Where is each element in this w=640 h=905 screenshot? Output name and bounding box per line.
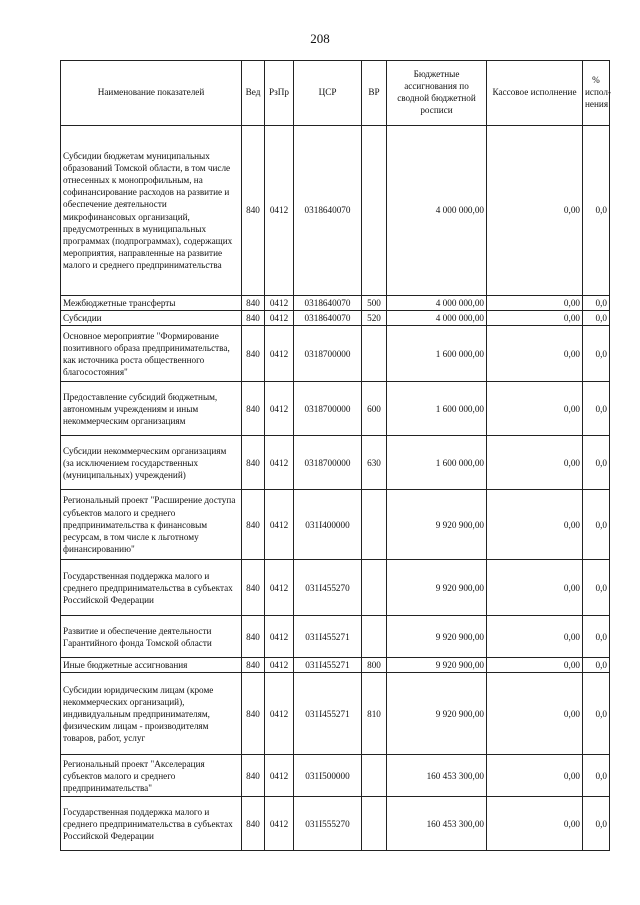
table-row xyxy=(61,326,610,382)
table-row xyxy=(61,382,610,436)
row-pct: 0,0 xyxy=(583,311,610,326)
table-body xyxy=(61,126,610,851)
row-cash: 0,00 xyxy=(487,755,583,797)
col-rzpr-header: РзПр xyxy=(265,61,294,126)
row-name: Развитие и обеспечение деятельности Гарантийного фонда Томской области xyxy=(61,616,242,658)
row-pct: 0,0 xyxy=(583,436,610,490)
budget-table xyxy=(60,60,610,851)
row-vr: 810 xyxy=(362,673,387,755)
row-cash: 0,00 xyxy=(487,436,583,490)
row-ved: 840 xyxy=(242,326,265,382)
row-rzpr: 0412 xyxy=(265,296,294,311)
row-plan: 4 000 000,00 xyxy=(387,296,487,311)
row-rzpr: 0412 xyxy=(265,326,294,382)
row-ved: 840 xyxy=(242,296,265,311)
row-name: Региональный проект "Расширение доступа субъектов малого и среднего предпринимательства к финансовым ресурсам, в том числе к льготному финансированию" xyxy=(61,490,242,560)
row-name: Субсидии юридическим лицам (кроме некоммерческих организаций), индивидуальным предпринимателям, физическим лицам - производителям товаров, работ, услуг xyxy=(61,673,242,755)
row-ved: 840 xyxy=(242,126,265,296)
table-row xyxy=(61,755,610,797)
page-number: 208 xyxy=(310,31,330,46)
table-header xyxy=(61,61,610,126)
row-csr: 0318700000 xyxy=(294,382,362,436)
row-plan: 1 600 000,00 xyxy=(387,326,487,382)
row-name: Субсидии некоммерческим организациям (за исключением государственных (муниципальных) учреждений) xyxy=(61,436,242,490)
row-cash: 0,00 xyxy=(487,616,583,658)
row-pct: 0,0 xyxy=(583,126,610,296)
row-pct: 0,0 xyxy=(583,560,610,616)
row-rzpr: 0412 xyxy=(265,382,294,436)
col-csr-header: ЦСР xyxy=(294,61,362,126)
row-pct: 0,0 xyxy=(583,673,610,755)
row-plan: 9 920 900,00 xyxy=(387,673,487,755)
row-vr: 500 xyxy=(362,296,387,311)
row-name: Межбюджетные трансферты xyxy=(61,296,242,311)
row-vr xyxy=(362,616,387,658)
row-ved: 840 xyxy=(242,436,265,490)
row-vr xyxy=(362,797,387,851)
row-cash: 0,00 xyxy=(487,326,583,382)
row-pct: 0,0 xyxy=(583,382,610,436)
row-rzpr: 0412 xyxy=(265,755,294,797)
row-plan: 9 920 900,00 xyxy=(387,490,487,560)
table-row xyxy=(61,658,610,673)
row-csr: 031I400000 xyxy=(294,490,362,560)
row-rzpr: 0412 xyxy=(265,436,294,490)
row-ved: 840 xyxy=(242,658,265,673)
row-vr xyxy=(362,755,387,797)
row-plan: 9 920 900,00 xyxy=(387,616,487,658)
row-plan: 9 920 900,00 xyxy=(387,560,487,616)
row-pct: 0,0 xyxy=(583,797,610,851)
row-csr: 031I455271 xyxy=(294,658,362,673)
row-pct: 0,0 xyxy=(583,658,610,673)
row-ved: 840 xyxy=(242,311,265,326)
row-rzpr: 0412 xyxy=(265,490,294,560)
row-csr: 0318700000 xyxy=(294,326,362,382)
row-name: Региональный проект "Акселерация субъектов малого и среднего предпринимательства" xyxy=(61,755,242,797)
row-cash: 0,00 xyxy=(487,490,583,560)
table-row xyxy=(61,797,610,851)
row-vr: 520 xyxy=(362,311,387,326)
row-name: Государственная поддержка малого и среднего предпринимательства в субъектах Российской Федерации xyxy=(61,560,242,616)
row-ved: 840 xyxy=(242,797,265,851)
row-ved: 840 xyxy=(242,560,265,616)
row-csr: 0318640070 xyxy=(294,296,362,311)
table-row xyxy=(61,311,610,326)
row-rzpr: 0412 xyxy=(265,126,294,296)
row-csr: 0318640070 xyxy=(294,126,362,296)
row-ved: 840 xyxy=(242,382,265,436)
row-cash: 0,00 xyxy=(487,296,583,311)
row-cash: 0,00 xyxy=(487,658,583,673)
row-pct: 0,0 xyxy=(583,296,610,311)
row-ved: 840 xyxy=(242,490,265,560)
table-row xyxy=(61,490,610,560)
table-row xyxy=(61,616,610,658)
row-cash: 0,00 xyxy=(487,673,583,755)
table-row xyxy=(61,560,610,616)
row-vr xyxy=(362,326,387,382)
row-csr: 031I455270 xyxy=(294,560,362,616)
row-cash: 0,00 xyxy=(487,382,583,436)
col-ved-header: Вед xyxy=(242,61,265,126)
row-rzpr: 0412 xyxy=(265,560,294,616)
row-rzpr: 0412 xyxy=(265,673,294,755)
row-vr: 600 xyxy=(362,382,387,436)
row-csr: 031I455271 xyxy=(294,616,362,658)
row-plan: 9 920 900,00 xyxy=(387,658,487,673)
row-ved: 840 xyxy=(242,755,265,797)
row-name: Иные бюджетные ассигнования xyxy=(61,658,242,673)
row-vr xyxy=(362,490,387,560)
col-plan-header: Бюджетные ассигнования по сводной бюджетной росписи xyxy=(387,61,487,126)
col-vr-header: ВР xyxy=(362,61,387,126)
row-pct: 0,0 xyxy=(583,616,610,658)
row-csr: 0318700000 xyxy=(294,436,362,490)
row-pct: 0,0 xyxy=(583,326,610,382)
row-cash: 0,00 xyxy=(487,311,583,326)
row-vr xyxy=(362,126,387,296)
row-rzpr: 0412 xyxy=(265,616,294,658)
row-rzpr: 0412 xyxy=(265,311,294,326)
row-vr: 630 xyxy=(362,436,387,490)
row-csr: 031I555270 xyxy=(294,797,362,851)
row-name: Государственная поддержка малого и среднего предпринимательства в субъектах Российской Федерации xyxy=(61,797,242,851)
row-cash: 0,00 xyxy=(487,560,583,616)
row-ved: 840 xyxy=(242,673,265,755)
row-cash: 0,00 xyxy=(487,126,583,296)
row-plan: 1 600 000,00 xyxy=(387,436,487,490)
row-ved: 840 xyxy=(242,616,265,658)
row-rzpr: 0412 xyxy=(265,658,294,673)
col-pct-header: % испол-нения xyxy=(583,61,610,126)
table-row xyxy=(61,126,610,296)
row-plan: 160 453 300,00 xyxy=(387,755,487,797)
row-name: Субсидии xyxy=(61,311,242,326)
row-pct: 0,0 xyxy=(583,755,610,797)
row-plan: 1 600 000,00 xyxy=(387,382,487,436)
col-name-header: Наименование показателей xyxy=(61,61,242,126)
table-row xyxy=(61,296,610,311)
row-pct: 0,0 xyxy=(583,490,610,560)
table-row xyxy=(61,436,610,490)
row-name: Субсидии бюджетам муниципальных образований Томской области, в том числе отнесенных к монопрофильным, на софинансирование расходов на развитие и обеспечение деятельности микрофинансовых организаций, предусмотренных в муниципальных программах (подпрограммах), содержащих мероприятия, направленные на развитие малого и среднего предпринимательства xyxy=(61,126,242,296)
table-row xyxy=(61,673,610,755)
row-csr: 031I500000 xyxy=(294,755,362,797)
row-plan: 4 000 000,00 xyxy=(387,126,487,296)
row-cash: 0,00 xyxy=(487,797,583,851)
row-csr: 0318640070 xyxy=(294,311,362,326)
row-csr: 031I455271 xyxy=(294,673,362,755)
row-vr: 800 xyxy=(362,658,387,673)
row-name: Основное мероприятие "Формирование позитивного образа предпринимательства, как источника роста общественного благосостояния" xyxy=(61,326,242,382)
row-rzpr: 0412 xyxy=(265,797,294,851)
row-vr xyxy=(362,560,387,616)
row-plan: 4 000 000,00 xyxy=(387,311,487,326)
row-plan: 160 453 300,00 xyxy=(387,797,487,851)
col-cash-header: Кассовое исполнение xyxy=(487,61,583,126)
row-name: Предоставление субсидий бюджетным, автономным учреждениям и иным некоммерческим организациям xyxy=(61,382,242,436)
